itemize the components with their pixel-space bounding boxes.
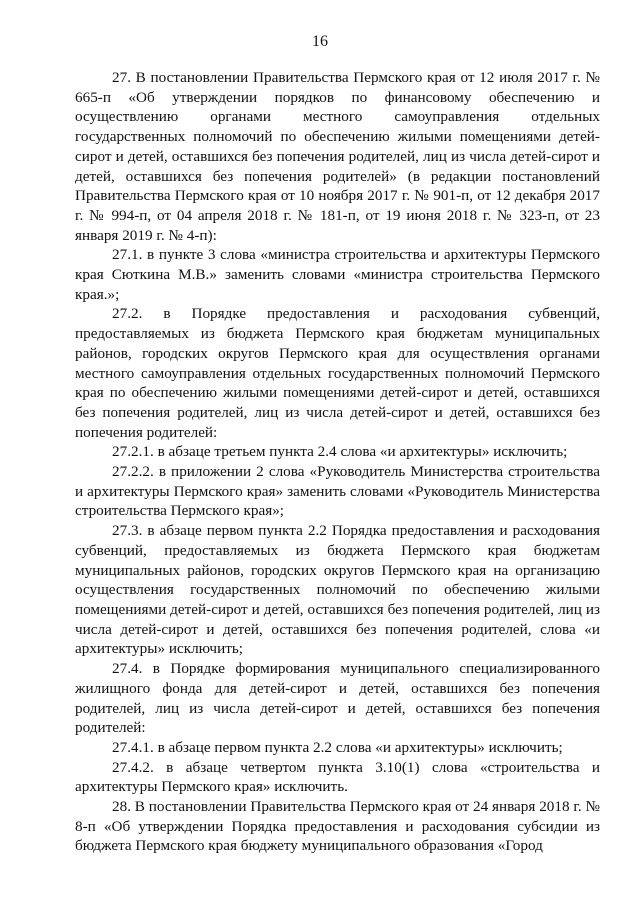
paragraph-27-4: 27.4. в Порядке формирования муниципального специализированного жилищного фонда для детей-сирот и детей, оставшихся без попечения родителей, лиц из числа детей-сирот и детей, оставшихся без попечения родителей: (75, 660, 600, 737)
paragraph-27-2-1: 27.2.1. в абзаце третьем пункта 2.4 слова «и архитектуры» исключить; (112, 443, 568, 461)
paragraph-27-4-1: 27.4.1. в абзаце первом пункта 2.2 слова «и архитектуры» исключить; (112, 738, 563, 756)
paragraph-27-3: 27.3. в абзаце первом пункта 2.2 Порядка предоставления и расходования субвенций, предоставляемых из бюджета Пермского края бюджетам муниципальных районов, городских округов Пермского края на организацию осуществления государственных полномочий по обеспечению жилыми помещениями детей-сирот и детей, оставшихся без попечения родителей, лиц из числа детей-сирот и детей, оставшихся без попечения родителей, слова «и архитектуры» исключить; (75, 522, 600, 658)
document-body (75, 68, 600, 856)
paragraph-27-1: 27.1. в пункте 3 слова «министра строительства и архитектуры Пермского края Сюткина М.В.» заменить словами «министра строительства Пермского края.»; (75, 246, 600, 303)
paragraph-27-4-2: 27.4.2. в абзаце четвертом пункта 3.10(1) слова «строительства и архитектуры Пермского края» исключить. (75, 758, 600, 796)
paragraph-27-2: 27.2. в Порядке предоставления и расходования субвенций, предоставляемых из бюджета Пермского края бюджетам муниципальных районов, городских округов Пермского края для осуществления органами местного самоуправления отдельных государственных полномочий Пермского края по обеспечению жилыми помещениями детей-сирот и детей, оставшихся без попечения родителей, лиц из числа детей-сирот и детей, оставшихся без попечения родителей: (75, 305, 600, 441)
paragraph-28: 28. В постановлении Правительства Пермского края от 24 января 2018 г. № 8-п «Об утверждении Порядка предоставления и расходования субсидии из бюджета Пермского края бюджету муниципального образования «Город (75, 798, 600, 855)
paragraph-27-2-2: 27.2.2. в приложении 2 слова «Руководитель Министерства строительства и архитектуры Пермского края» заменить словами «Руководитель Министерства строительства Пермского края»; (75, 463, 600, 520)
page-number: 16 (312, 33, 328, 50)
paragraph-27: 27. В постановлении Правительства Пермского края от 12 июля 2017 г. № 665-п «Об утверждении порядков по финансовому обеспечению и осуществлению органами местного самоуправления отдельных государственных полномочий по обеспечению жилыми помещениями детей-сирот и детей, оставшихся без попечения родителей, лиц из числа детей-сирот и детей, оставшихся без попечения родителей» (в редакции постановлений Правительства Пермского края от 10 ноября 2017 г. № 901-п, от 12 декабря 2017 г. № 994-п, от 04 апреля 2018 г. № 181-п, от 19 июня 2018 г. № 323-п, от 23 января 2019 г. № 4-п): (75, 69, 600, 244)
